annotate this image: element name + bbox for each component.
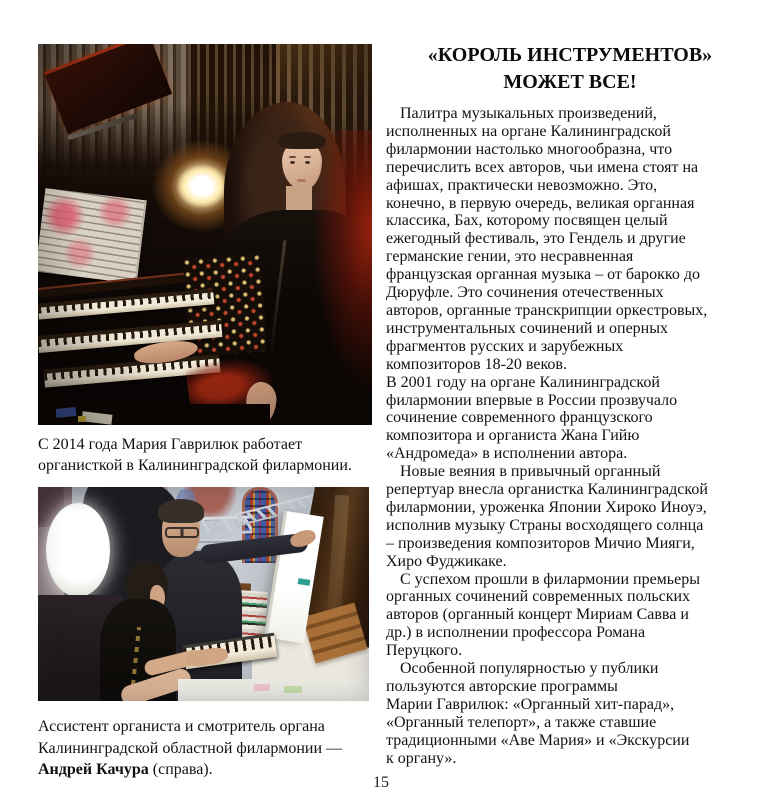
- photo1-caption: С 2014 года Мария Гаврилюк работает органисткой в Калининградской филармонии.: [38, 436, 352, 474]
- photo2-caption-name: Андрей Качура: [38, 761, 149, 778]
- photo-assistant-and-caretaker: [38, 487, 369, 701]
- paragraph-4: С успехом прошли в филармонии премьеры органных сочинений современных польских авторов (органный концерт Мириам Савва и др.) в исполнении профессора Романа Перуцкого.: [386, 570, 700, 660]
- photo2-caption-text: Ассистент органиста и смотритель органа Калининградской областной филармонии —: [38, 718, 342, 757]
- paragraph-3: Новые веяния в привычный органный репертуар внесла органистка Калининградской филармонии, уроженка Японии Хироко Иноуэ, исполнив музыку Страны восходящего солнца – произведения композиторов Мичио Мияги, Хиро Фуджикаке.: [386, 463, 708, 570]
- photo2-caption-tail: (справа).: [148, 761, 213, 778]
- paragraph-2: В 2001 году на органе Калининградской филармонии впервые в России прозвучало сочинение современного французского композитора и органиста Жана Гийю «Андромеда» в исполнении автора.: [386, 373, 678, 463]
- photo-organist-at-console: [38, 44, 372, 425]
- paragraph-5: Особенной популярностью у публики пользуются авторские программы Марии Гаврилюк: «Органный хит-парад», «Органный телепорт», а также ставшие традиционными «Аве Мария» и «Экскурсии к органу».: [386, 660, 690, 767]
- photo-vignette: [38, 487, 369, 701]
- photo2-caption: [38, 716, 380, 781]
- article-body: [386, 105, 758, 768]
- paragraph-1: Палитра музыкальных произведений, исполненных на органе Калининградской филармонии настолько многообразна, что перечислить всех авторов, чьи имена стоят на афишах, практически невозможно. Это, конечно, в первую очередь, великая органная классика, Бах, которому посвящен целый ежегодный фестиваль, это Гендель и другие германские гении, это несравненная французская органная музыка – от барокко до Дюруфле. Это сочинения отечественных авторов, органные транскрипции оркестровых, инструментальных сочинений и оперных фрагментов русских и зарубежных композиторов 18-20 веков.: [386, 105, 708, 373]
- article-title: «КОРОЛЬ ИНСТРУМЕНТОВ» МОЖЕТ ВСЕ!: [427, 44, 713, 93]
- photo-vignette: [38, 44, 372, 425]
- page-number: 15: [373, 774, 389, 791]
